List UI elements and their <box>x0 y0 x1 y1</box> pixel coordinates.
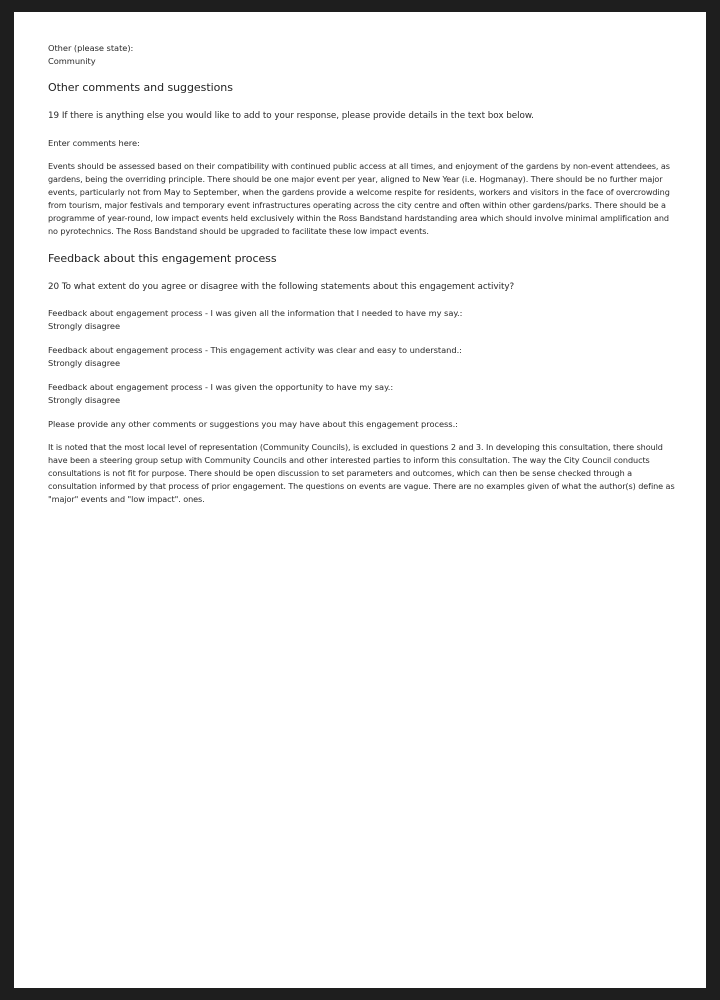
other-value: Community <box>48 56 96 66</box>
other-label: Other (please state): <box>48 43 134 53</box>
feedback-answer: Strongly disagree <box>48 321 121 331</box>
question-20: 20 To what extent do you agree or disagree with the following statements about this engagement activity? <box>48 282 515 292</box>
feedback-statement: Feedback about engagement process - I was given all the information that I needed to have my say.: <box>48 308 463 318</box>
document-page <box>14 12 706 988</box>
feedback-statement: Feedback about engagement process - I was given the opportunity to have my say.: <box>48 382 394 392</box>
feedback-answer: Strongly disagree <box>48 395 121 405</box>
other-comments-answer: It is noted that the most local level of representation (Community Councils), is excluded in questions 2 and 3. In developing this consultation, there should have been a steering group setup with Community Councils and other interested parties to inform this consultation. The way the City Council conducts consultations is not fit for purpose. There should be open discussion to set parameters and outcomes, which can then be sense checked through a consultation informed by that process of prior engagement. The questions on events are vague. There are no examples given of what the author(s) define as "major" events and "low impact". ones. <box>48 442 675 504</box>
other-field <box>48 42 668 68</box>
comments-answer: Events should be assessed based on their compatibility with continued public access at all times, and enjoyment of the gardens by non-event attendees, as gardens, being the overriding principle. There should be one major event per year, aligned to New Year (i.e. Hogmanay). There should be no further major events, particularly not from May to September, when the gardens provide a welcome respite for residents, workers and visitors in the face of overcrowding from tourism, major festivals and temporary event infrastructures operating across the city centre and often within other gardens/parks. There should be a programme of year-round, low impact events held exclusively within the Ross Bandstand hardstanding area which should involve minimal amplification and no pyrotechnics. The Ross Bandstand should be upgraded to facilitate these low impact events. <box>48 161 670 236</box>
comments-heading: Other comments and suggestions <box>48 81 233 94</box>
feedback-heading: Feedback about this engagement process <box>48 252 277 265</box>
enter-comments-label: Enter comments here: <box>48 138 140 148</box>
feedback-item-1 <box>48 307 676 333</box>
question-19: 19 If there is anything else you would like to add to your response, please provide details in the text box below. <box>48 111 534 121</box>
feedback-answer: Strongly disagree <box>48 358 121 368</box>
feedback-item-2 <box>48 344 676 370</box>
feedback-statement: Feedback about engagement process - This engagement activity was clear and easy to understand.: <box>48 345 462 355</box>
other-comments-prompt: Please provide any other comments or suggestions you may have about this engagement process.: <box>48 419 458 429</box>
feedback-item-3 <box>48 381 676 407</box>
